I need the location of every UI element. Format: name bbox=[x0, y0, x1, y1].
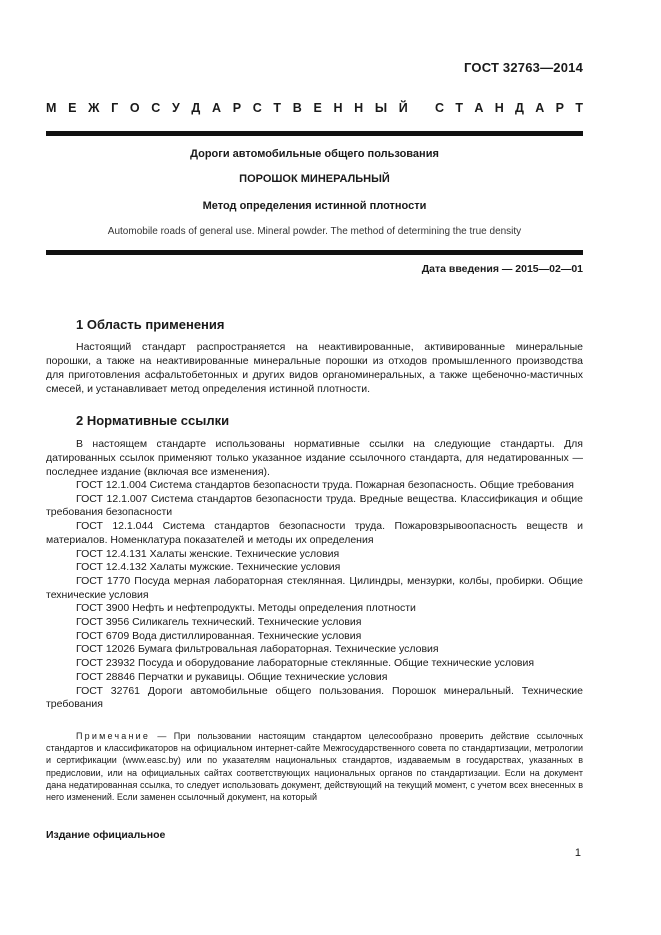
reference-item: ГОСТ 23932 Посуда и оборудование лабораторные стеклянные. Общие технические условия bbox=[76, 657, 535, 670]
section-scope-text: Настоящий стандарт распространяется на неактивированные, активированные минеральные порошки, а также на неактивированные минеральные порошки из отходов промышленного производства для приготовления асфальтобетонных и других видов органоминеральных, а также щебеночно-мастичных смесей, и устанавливает метод определения истинной плотности. bbox=[46, 341, 583, 395]
heading-letter: Ж bbox=[88, 101, 100, 115]
reference-item: ГОСТ 3956 Силикагель технический. Технические условия bbox=[76, 616, 362, 629]
heading-letter: Т bbox=[455, 101, 463, 115]
heading-letter: Е bbox=[68, 101, 77, 115]
section-refs-title: 2 Нормативные ссылки bbox=[76, 413, 230, 428]
reference-item: ГОСТ 12.1.004 Система стандартов безопасности труда. Пожарная безопасность. Общие требования bbox=[76, 479, 574, 491]
standard-word bbox=[435, 101, 583, 115]
section-scope-title: 1 Область применения bbox=[76, 317, 225, 332]
introduction-date: Дата введения — 2015—02—01 bbox=[421, 263, 583, 275]
interstate-standard-heading bbox=[46, 101, 583, 115]
heading-letter: Ы bbox=[374, 101, 388, 115]
heading-letter: Р bbox=[232, 101, 242, 115]
reference-item: ГОСТ 6709 Вода дистиллированная. Технические условия bbox=[76, 629, 362, 642]
heading-letter: Е bbox=[313, 101, 322, 115]
title-method: Метод определения истинной плотности bbox=[202, 200, 427, 212]
heading-letter: М bbox=[46, 101, 57, 115]
reference-item: ГОСТ 12.1.044 Система стандартов безопасности труда. Пожаровзрывоопасность веществ и материалов. Номенклатура показателей и методы их определения bbox=[46, 520, 583, 546]
heading-letter: А bbox=[212, 101, 222, 115]
top-divider bbox=[46, 131, 583, 136]
title-road: Дороги автомобильные общего пользования bbox=[190, 148, 439, 160]
heading-letter: У bbox=[171, 101, 180, 115]
official-edition-label: Издание официальное bbox=[46, 829, 166, 841]
heading-letter: С bbox=[151, 101, 161, 115]
heading-letter: В bbox=[292, 101, 302, 115]
title-powder: ПОРОШОК МИНЕРАЛЬНЫЙ bbox=[239, 173, 390, 185]
reference-list bbox=[46, 479, 583, 712]
heading-letter: Т bbox=[575, 101, 583, 115]
heading-letter: С bbox=[435, 101, 445, 115]
heading-letter: О bbox=[129, 101, 140, 115]
reference-item: ГОСТ 12.4.132 Халаты мужские. Технические условия bbox=[76, 561, 341, 574]
reference-item: ГОСТ 12026 Бумага фильтровальная лабораторная. Технические условия bbox=[76, 643, 439, 656]
reference-item: ГОСТ 1770 Посуда мерная лабораторная стеклянная. Цилиндры, мензурки, колбы, пробирки. Общие технические условия bbox=[46, 574, 583, 601]
note-label: Примечание bbox=[76, 731, 151, 741]
document-number: ГОСТ 32763—2014 bbox=[464, 60, 583, 75]
heading-letter: А bbox=[474, 101, 484, 115]
reference-item: ГОСТ 12.4.131 Халаты женские. Технические условия bbox=[76, 547, 340, 560]
reference-item: ГОСТ 12.1.007 Система стандартов безопасности труда. Вредные вещества. Классификация и общие требования безопасности bbox=[46, 492, 583, 519]
middle-divider bbox=[46, 250, 583, 255]
reference-item: ГОСТ 3900 Нефть и нефтепродукты. Методы определения плотности bbox=[76, 602, 416, 615]
heading-letter: Г bbox=[111, 101, 119, 115]
heading-letter: Р bbox=[555, 101, 564, 115]
page-number: 1 bbox=[574, 847, 581, 859]
heading-letter: С bbox=[252, 101, 262, 115]
interstate-word bbox=[46, 101, 408, 115]
section-refs-intro: В настоящем стандарте использованы нормативные ссылки на следующие стандарты. Для датированных ссылок применяют только указанное издание ссылочного стандарта, для недатированных — последнее издание (включая все изменения). bbox=[46, 438, 583, 478]
heading-letter: Н bbox=[494, 101, 504, 115]
reference-item: ГОСТ 28846 Перчатки и рукавицы. Общие технические условия bbox=[76, 670, 388, 683]
heading-letter: Н bbox=[333, 101, 343, 115]
note-text: — При пользовании настоящим стандартом целесообразно проверить действие ссылочных стандартов и классификаторов на официальном интернет-сайте Межгосударственного совета по стандартизации, метрологии и сертификации (www.easc.by) или по указателям национальных стандартов, издаваемым в государствах, указанных в предисловии, или на официальных сайтах соответствующих национальных органов по стандартизации. Если на документ дана недатированная ссылка, то следует использовать документ, действующий на текущий момент, с учетом всех внесенных в него изменений. Если заменен ссылочный документ, на который bbox=[46, 731, 583, 803]
heading-letter: Д bbox=[515, 101, 524, 115]
heading-letter: Й bbox=[398, 101, 408, 115]
heading-letter: Т bbox=[273, 101, 282, 115]
heading-letter: А bbox=[535, 101, 545, 115]
note-paragraph bbox=[46, 730, 583, 803]
title-english: Automobile roads of general use. Mineral powder. The method of determining the true density bbox=[107, 226, 522, 237]
heading-letter: Д bbox=[191, 101, 201, 115]
heading-letter: Н bbox=[354, 101, 364, 115]
reference-item: ГОСТ 32761 Дороги автомобильные общего пользования. Порошок минеральный. Технические требования bbox=[46, 684, 583, 711]
